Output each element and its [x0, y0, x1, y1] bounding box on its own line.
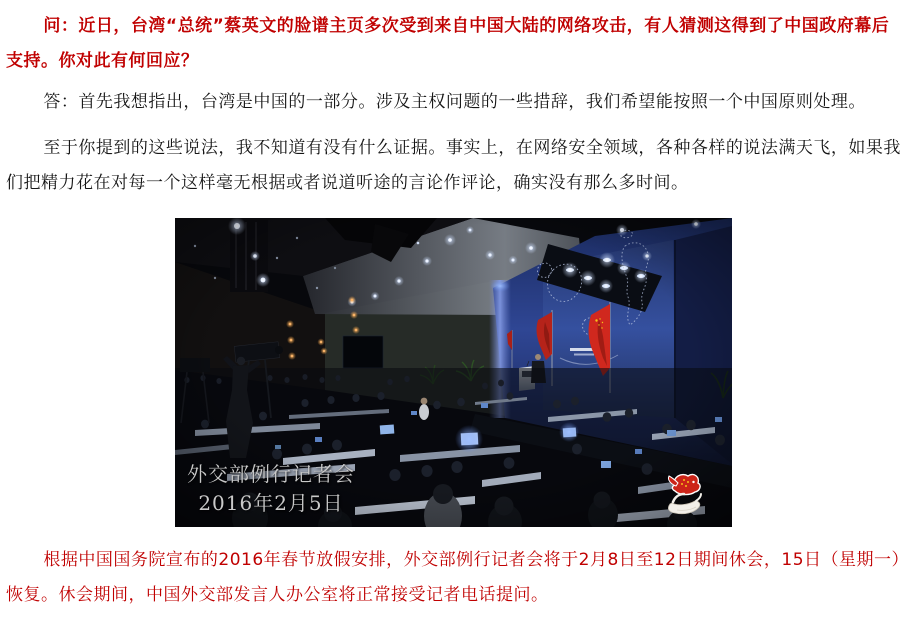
photo-caption-line2: 2016年2月5日	[198, 491, 344, 515]
photo-caption	[185, 460, 357, 518]
photo-caption-line1: 外交部例行记者会	[187, 462, 355, 486]
notice-paragraph: 根据中国国务院宣布的2016年春节放假安排，外交部例行记者会将于2月8日至12日期间休会，15日（星期一）恢复。休会期间，中国外交部发言人办公室将正常接受记者电话提问。	[6, 550, 901, 605]
mfa-mascot-logo-icon	[665, 470, 705, 520]
press-conference-photo	[175, 218, 732, 527]
question-paragraph: 问：近日，台湾“总统”蔡英文的脸谱主页多次受到来自中国大陆的网络攻击，有人猜测这得到了中国政府幕后支持。你对此有何回应？	[6, 16, 890, 71]
answer-paragraph-2: 至于你提到的这些说法，我不知道有没有什么证据。事实上，在网络安全领域，各种各样的说法满天飞，如果我们把精力花在对每一个这样毫无根据或者说道听途的言论作评论，确实没有那么多时间。	[6, 138, 901, 193]
answer-paragraph-1: 答：首先我想指出，台湾是中国的一部分。涉及主权问题的一些措辞，我们希望能按照一个中国原则处理。	[43, 92, 866, 112]
